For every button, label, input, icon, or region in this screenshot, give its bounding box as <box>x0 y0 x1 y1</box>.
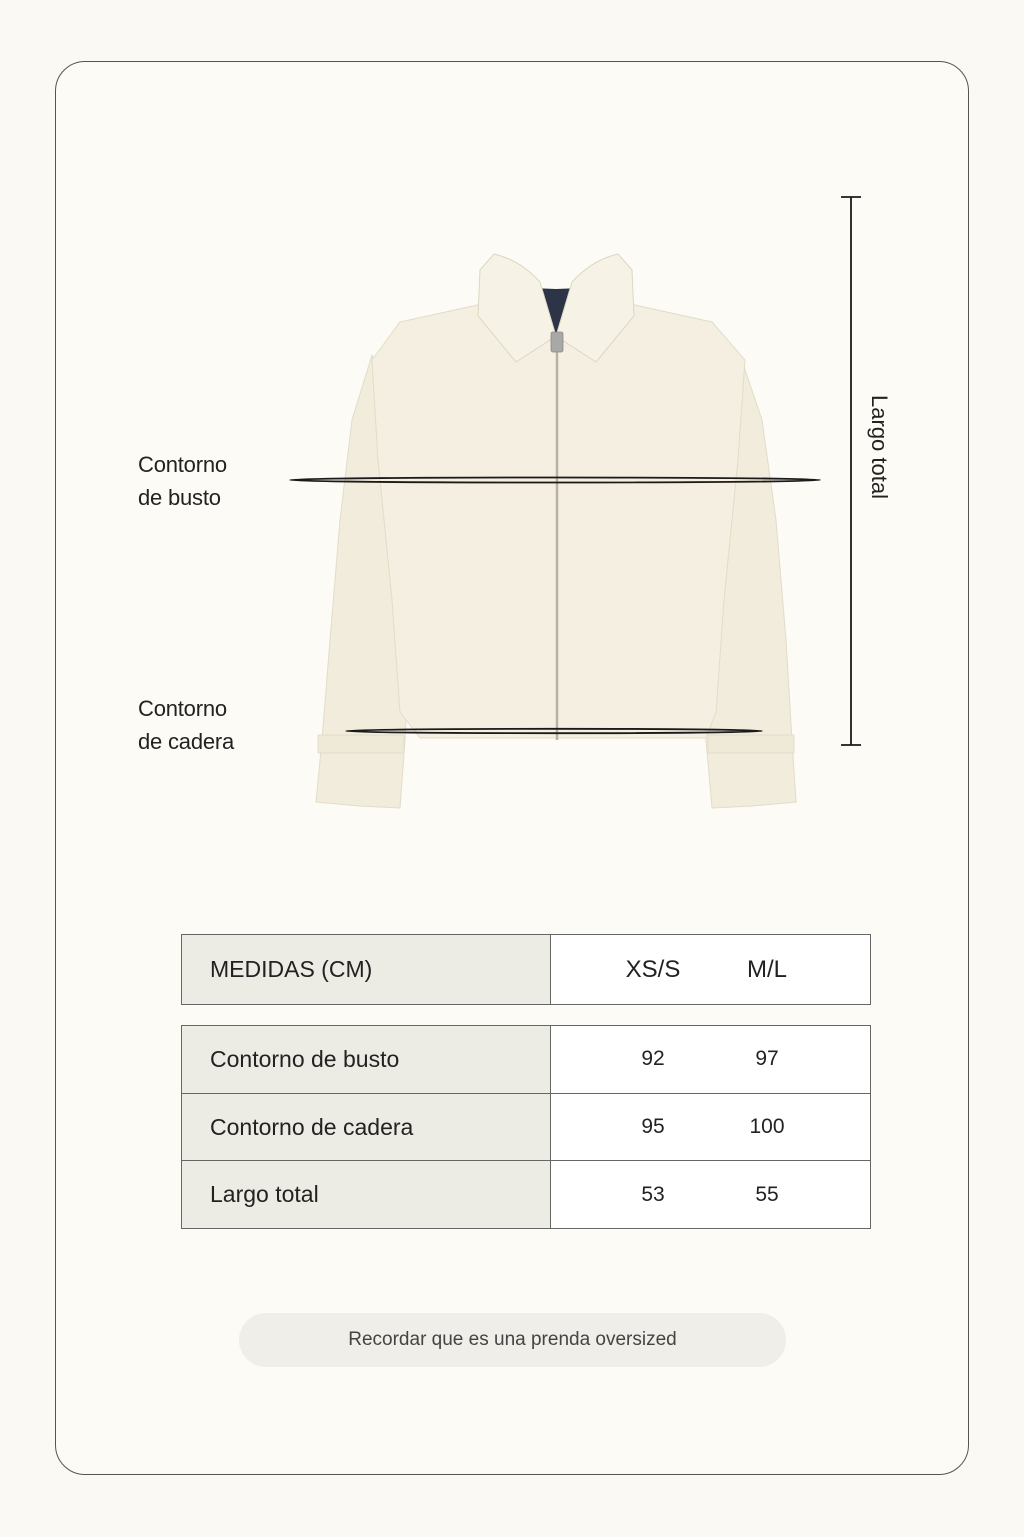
size-table-body <box>181 1025 871 1229</box>
jacket-body <box>372 300 745 738</box>
row-values <box>551 1026 871 1094</box>
value-xs-s: 53 <box>641 1182 665 1206</box>
measurements-header: MEDIDAS (CM) <box>182 935 551 1005</box>
table-row <box>182 1026 871 1094</box>
length-measure-line <box>841 197 861 745</box>
size-m-l: M/L <box>746 955 788 983</box>
zipper-pull <box>551 332 563 352</box>
right-cuff <box>708 735 794 753</box>
sizes-header <box>551 935 871 1005</box>
hip-label <box>138 692 234 758</box>
bust-label-line2: de busto <box>138 485 221 510</box>
oversized-note: Recordar que es una prenda oversized <box>239 1313 786 1367</box>
row-values <box>551 1093 871 1161</box>
value-xs-s: 95 <box>641 1115 665 1139</box>
bust-label <box>138 448 227 514</box>
hip-label-line2: de cadera <box>138 729 235 754</box>
hip-label-line1: Contorno <box>138 696 227 721</box>
row-values <box>551 1161 871 1229</box>
value-m-l: 55 <box>755 1182 779 1206</box>
row-label: Contorno de cadera <box>182 1093 551 1161</box>
value-m-l: 100 <box>749 1115 785 1139</box>
row-label: Largo total <box>182 1161 551 1229</box>
size-table-header <box>181 934 871 1005</box>
length-label: Largo total <box>867 395 892 499</box>
left-cuff <box>318 735 404 753</box>
value-xs-s: 92 <box>641 1047 665 1071</box>
value-m-l: 97 <box>755 1047 779 1071</box>
table-row <box>182 1161 871 1229</box>
row-label: Contorno de busto <box>182 1026 551 1094</box>
bust-label-line1: Contorno <box>138 452 227 477</box>
table-row <box>182 1093 871 1161</box>
size-xs-s: XS/S <box>625 955 681 983</box>
jacket-drawing <box>316 254 796 808</box>
